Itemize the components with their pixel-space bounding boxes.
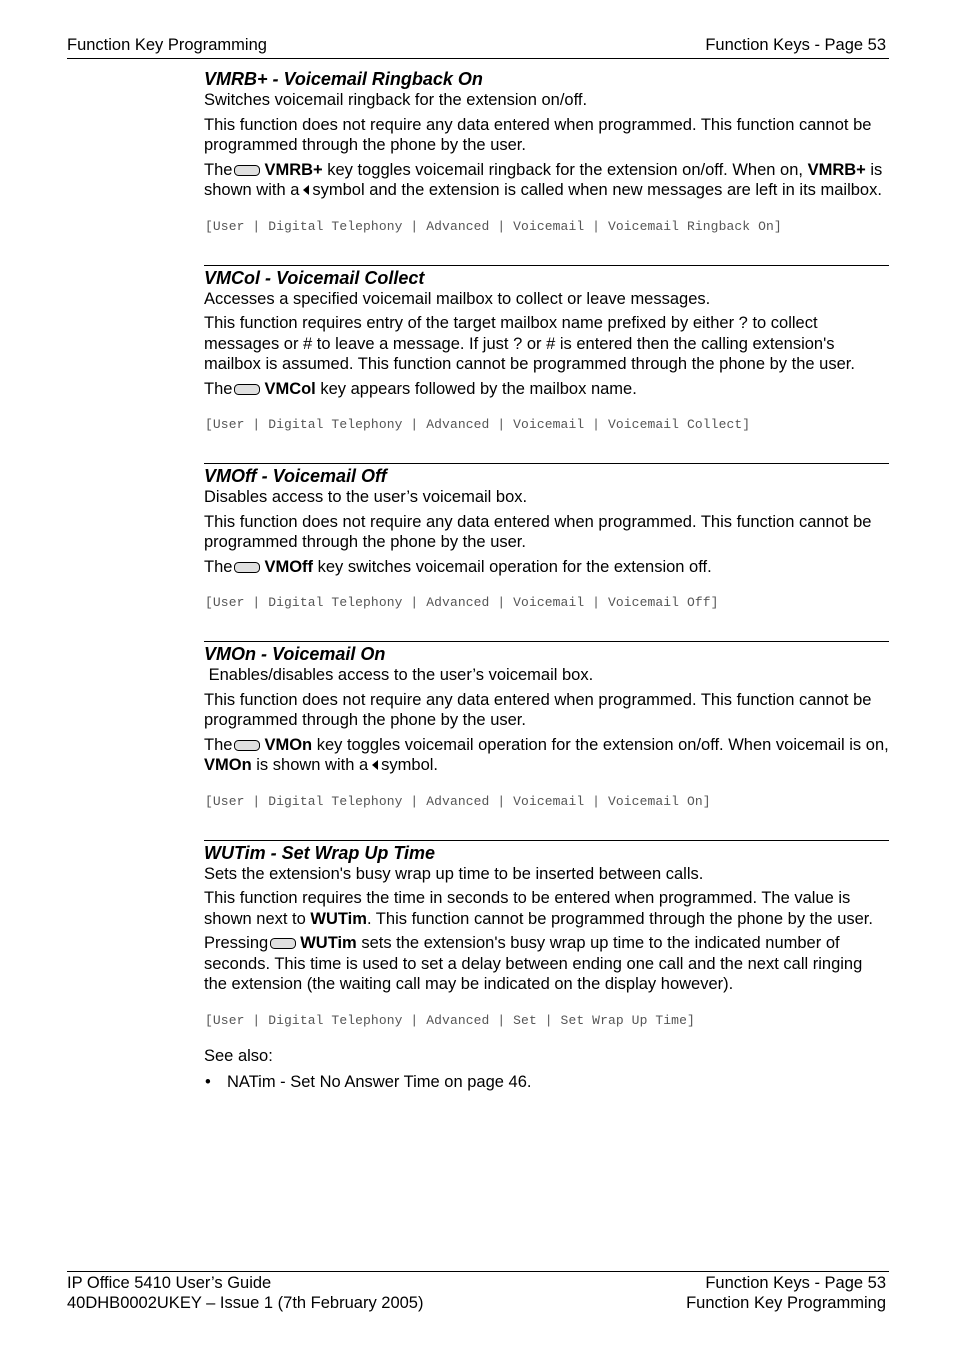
footer-guide-title: IP Office 5410 User’s Guide [67,1274,272,1292]
section-title: VMOn - Voicemail On [204,644,386,664]
footer-doc-id: 40DHB0002UKEY – Issue 1 (7th February 2005) [67,1294,424,1312]
section-detail: This function does not require any data entered when programmed. This function cannot be programmed through the phone by the user. [204,690,872,729]
see-also-label: See also: [204,1046,273,1065]
section-title: VMCol - Voicemail Collect [204,267,425,288]
section-vmon [204,641,889,809]
menu-path: [User | Digital Telephony | Advanced | Set | Set Wrap Up Time] [205,1012,695,1028]
section-summary: Enables/disables access to the user’s voicemail box. [204,666,594,684]
section-vmrb [204,68,889,234]
bullet-icon: • [205,1073,211,1091]
function-key-icon [234,165,260,176]
section-key-description: The VMRB+ key toggles voicemail ringback for the extension on/off. When on, VMRB+ is shown with a symbol and the extension is called when new messages are left in its mailbox. [204,160,883,199]
see-also-link[interactable]: NATim - Set No Answer Time on page 46. [227,1073,532,1091]
section-key-description: The VMOn key toggles voicemail operation for the extension on/off. When voicemail is on, VMOn is shown with a symbol. [204,735,889,774]
section-detail: This function does not require any data entered when programmed. This function cannot be programmed through the phone by the user. [204,115,872,154]
footer-chapter: Function Key Programming [686,1294,886,1312]
see-also-item [204,1072,889,1093]
function-key-icon [234,384,260,395]
section-key-description: The VMOff key switches voicemail operation for the extension off. [204,557,712,576]
section-detail: This function requires entry of the target mailbox name prefixed by either ? to collect messages or # to leave a message. If just ? or # is entered then the calling extension's mailbox is assumed. This function cannot be programmed through the phone by the user. [204,314,855,373]
function-key-icon [234,740,260,751]
menu-path: [User | Digital Telephony | Advanced | Voicemail | Voicemail Ringback On] [205,218,782,234]
section-summary: Sets the extension's busy wrap up time to be inserted between calls. [204,864,704,883]
header-right: Function Keys - Page 53 [705,36,886,54]
menu-path: [User | Digital Telephony | Advanced | Voicemail | Voicemail Off] [205,595,719,610]
section-title: VMRB+ - Voicemail Ringback On [204,69,483,89]
main-content [204,68,889,1093]
section-vmoff [204,463,889,610]
section-summary: Accesses a specified voicemail mailbox to collect or leave messages. [204,289,711,308]
section-detail: This function requires the time in seconds to be entered when programmed. The value is shown next to WUTim. This function cannot be programmed through the phone by the user. [204,889,873,928]
left-arrow-icon [372,760,378,770]
section-vmcol [204,265,889,433]
page-footer [67,1271,889,1313]
section-title: WUTim - Set Wrap Up Time [204,842,436,863]
section-key-description: The VMCol key appears followed by the mailbox name. [204,379,637,398]
section-wutim [204,840,889,1093]
footer-page-ref: Function Keys - Page 53 [705,1274,886,1292]
section-title: VMOff - Voicemail Off [204,466,387,486]
menu-path: [User | Digital Telephony | Advanced | Voicemail | Voicemail On] [205,793,711,809]
page-header [67,36,889,59]
section-key-description: Pressing WUTim sets the extension's busy wrap up time to the indicated number of seconds. This time is used to set a delay between ending one call and the next call ringing the extension (the waiting call may be indicated on the display however). [204,934,863,993]
section-summary: Switches voicemail ringback for the extension on/off. [204,91,588,109]
header-left: Function Key Programming [67,36,267,54]
left-arrow-icon [303,185,309,195]
function-key-icon [270,938,296,949]
menu-path: [User | Digital Telephony | Advanced | Voicemail | Voicemail Collect] [205,417,751,432]
section-summary: Disables access to the user’s voicemail box. [204,488,528,506]
section-detail: This function does not require any data entered when programmed. This function cannot be programmed through the phone by the user. [204,512,872,551]
function-key-icon [234,562,260,573]
